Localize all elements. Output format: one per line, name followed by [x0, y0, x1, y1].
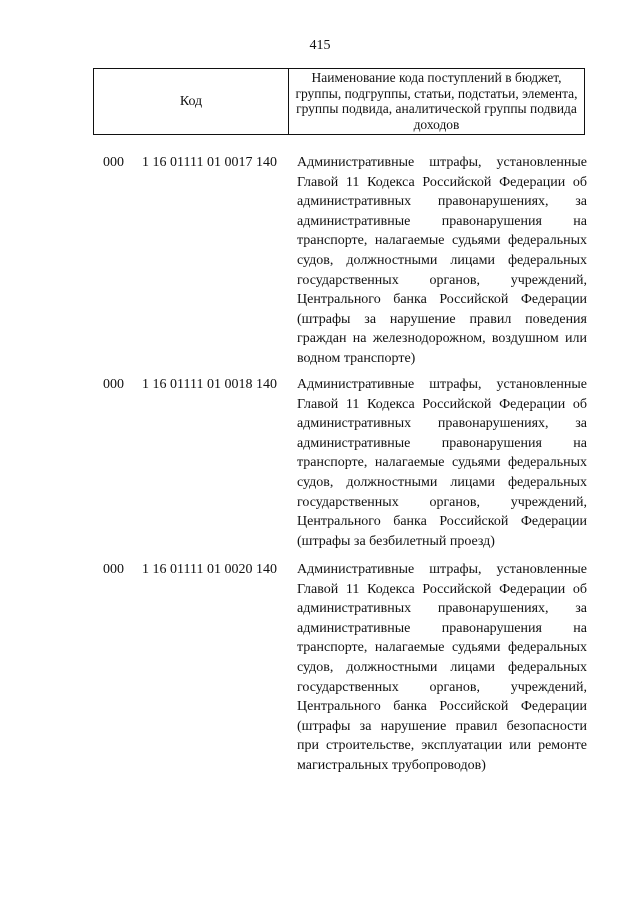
description-line: административных правонарушениях, за [297, 416, 587, 432]
description-line: (штрафы за нарушение правил безопасности [297, 718, 587, 734]
kbk-code: 1 16 01111 01 0017 140 [142, 155, 277, 170]
description-line: Центрального банка Российской Федерации [297, 292, 587, 308]
admin-code: 000 [103, 377, 124, 392]
page-number: 415 [309, 38, 331, 53]
description-line: транспорте, налагаемые судьями федеральных [297, 455, 587, 471]
description-line: Административные штрафы, установленные [297, 155, 587, 170]
entry-description [297, 375, 587, 551]
description-line: административных правонарушениях, за [297, 194, 587, 210]
description-line: Главой 11 Кодекса Российской Федерации об [297, 581, 587, 597]
description-line: Главой 11 Кодекса Российской Федерации об [297, 396, 587, 412]
description-line: административные правонарушения на [297, 435, 587, 451]
header-code-column: Код [94, 69, 289, 134]
description-line: государственных органов, учреждений, [297, 679, 587, 695]
entry-description [297, 153, 587, 369]
description-line: государственных органов, учреждений, [297, 494, 587, 510]
header-table [93, 68, 585, 135]
description-line: транспорте, налагаемые судьями федеральных [297, 233, 587, 249]
description-line: судов, должностными лицами федеральных [297, 659, 587, 675]
description-line: государственных органов, учреждений, [297, 272, 587, 288]
kbk-code: 1 16 01111 01 0018 140 [142, 377, 277, 392]
description-line: транспорте, налагаемые судьями федеральных [297, 640, 587, 656]
description-line: административные правонарушения на [297, 620, 587, 636]
description-line: водном транспорте) [297, 350, 416, 366]
description-line: при строительстве, эксплуатации или ремонте [297, 738, 587, 754]
description-line: Главой 11 Кодекса Российской Федерации об [297, 174, 587, 190]
description-line: Центрального банка Российской Федерации [297, 699, 587, 715]
description-line: Административные штрафы, установленные [297, 562, 587, 577]
description-line: административных правонарушениях, за [297, 601, 587, 617]
description-line: (штрафы за безбилетный проезд) [297, 533, 495, 549]
description-line: судов, должностными лицами федеральных [297, 474, 587, 490]
kbk-code: 1 16 01111 01 0020 140 [142, 562, 277, 577]
description-line: граждан на железнодорожном, воздушном или [297, 331, 587, 347]
description-line: судов, должностными лицами федеральных [297, 252, 587, 268]
description-line: магистральных трубопроводов) [297, 757, 486, 773]
entry-description [297, 560, 587, 776]
description-line: Административные штрафы, установленные [297, 377, 587, 392]
header-name-column: Наименование кода поступлений в бюджет, группы, подгруппы, статьи, подстатьи, элемента, группы подвида, аналитической группы подвида доходов [295, 70, 578, 132]
description-line: (штрафы за нарушение правил поведения [297, 311, 587, 327]
admin-code: 000 [103, 155, 124, 170]
description-line: административные правонарушения на [297, 213, 587, 229]
description-line: Центрального банка Российской Федерации [297, 514, 587, 530]
admin-code: 000 [103, 562, 124, 577]
